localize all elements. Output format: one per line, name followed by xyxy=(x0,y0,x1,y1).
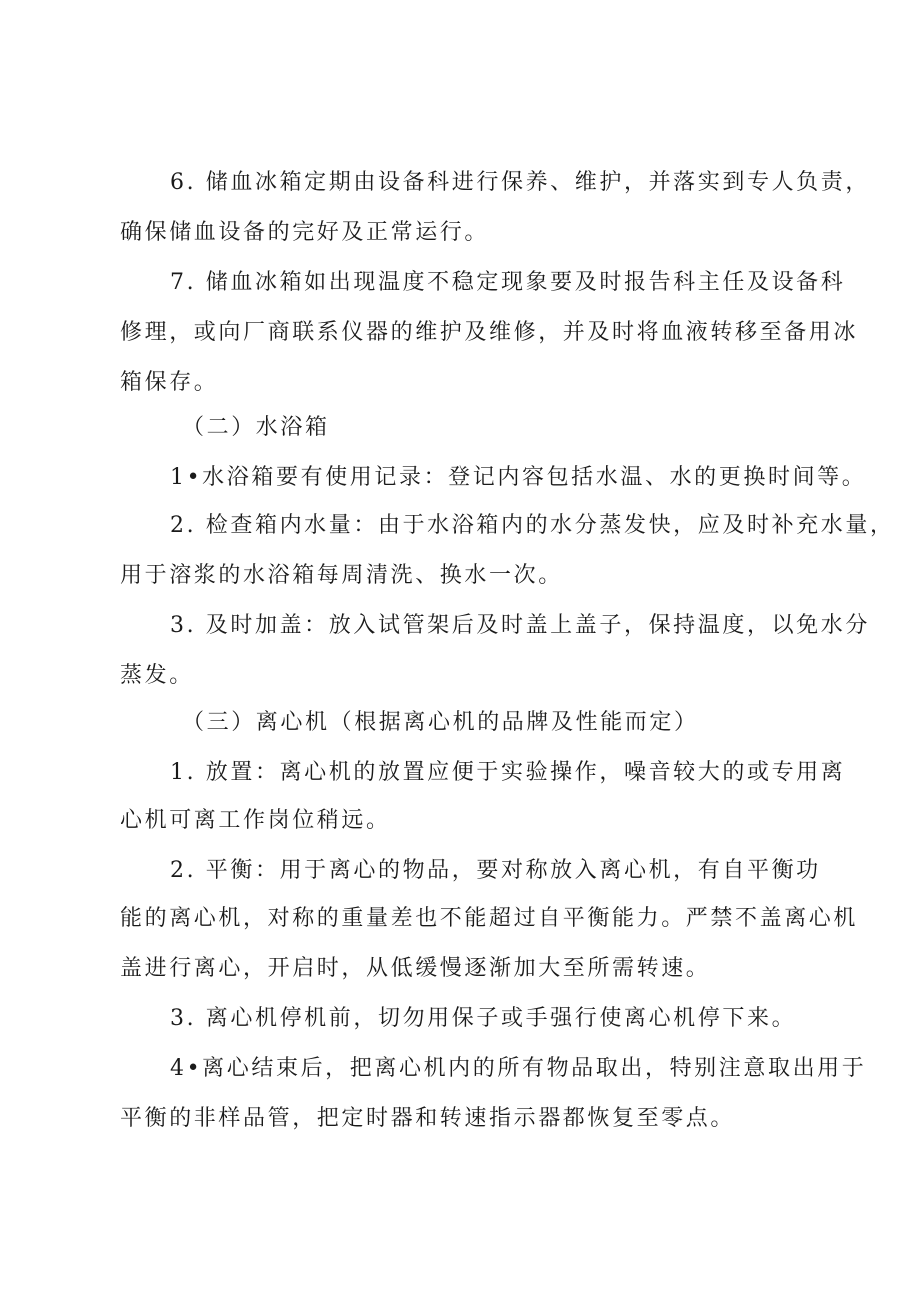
paragraph-7-line-3: 箱保存。 xyxy=(120,370,219,395)
centrifuge-item-1-line-1: 1. 放置：离心机的放置应便于实验操作，噪音较大的或专用离 xyxy=(170,760,846,785)
centrifuge-item-4-line-1: 4•离心结束后，把离心机内的所有物品取出，特别注意取出用于 xyxy=(170,1056,867,1081)
centrifuge-item-4-line-2: 平衡的非样品管，把定时器和转速指示器都恢复至零点。 xyxy=(120,1106,736,1131)
water-bath-item-2-line-2: 用于溶浆的水浴箱每周清洗、换水一次。 xyxy=(120,563,563,588)
paragraph-6-line-2: 确保储血设备的完好及正常运行。 xyxy=(120,220,490,245)
water-bath-item-3-line-1: 3. 及时加盖：放入试管架后及时盖上盖子，保持温度，以免水分 xyxy=(170,613,870,638)
paragraph-7-line-1: 7. 储血冰箱如出现温度不稳定现象要及时报告科主任及设备科 xyxy=(170,270,846,295)
paragraph-7-line-2: 修理，或向厂商联系仪器的维护及维修，并及时将血液转移至备用冰 xyxy=(120,320,859,345)
centrifuge-item-3: 3. 离心机停机前，切勿用保子或手强行使离心机停下来。 xyxy=(170,1006,797,1031)
water-bath-item-2-line-1: 2. 检查箱内水量：由于水浴箱内的水分蒸发快，应及时补充水量， xyxy=(170,513,895,538)
paragraph-6-line-1: 6. 储血冰箱定期由设备科进行保养、维护，并落实到专人负责， xyxy=(170,170,870,195)
section-heading-water-bath: （二）水浴箱 xyxy=(182,415,330,440)
water-bath-item-1: 1•水浴箱要有使用记录：登记内容包括水温、水的更换时间等。 xyxy=(170,465,867,490)
centrifuge-item-2-line-2: 能的离心机，对称的重量差也不能超过自平衡能力。严禁不盖离心机 xyxy=(120,906,859,931)
centrifuge-item-1-line-2: 心机可离工作岗位稍远。 xyxy=(120,808,391,833)
water-bath-item-3-line-2: 蒸发。 xyxy=(120,663,194,688)
centrifuge-item-2-line-1: 2. 平衡：用于离心的物品，要对称放入离心机，有自平衡功 xyxy=(170,858,821,883)
centrifuge-item-2-line-3: 盖进行离心，开启时，从低缓慢逐渐加大至所需转速。 xyxy=(120,956,711,981)
section-heading-centrifuge: （三）离心机（根据离心机的品牌及性能而定） xyxy=(182,710,699,735)
